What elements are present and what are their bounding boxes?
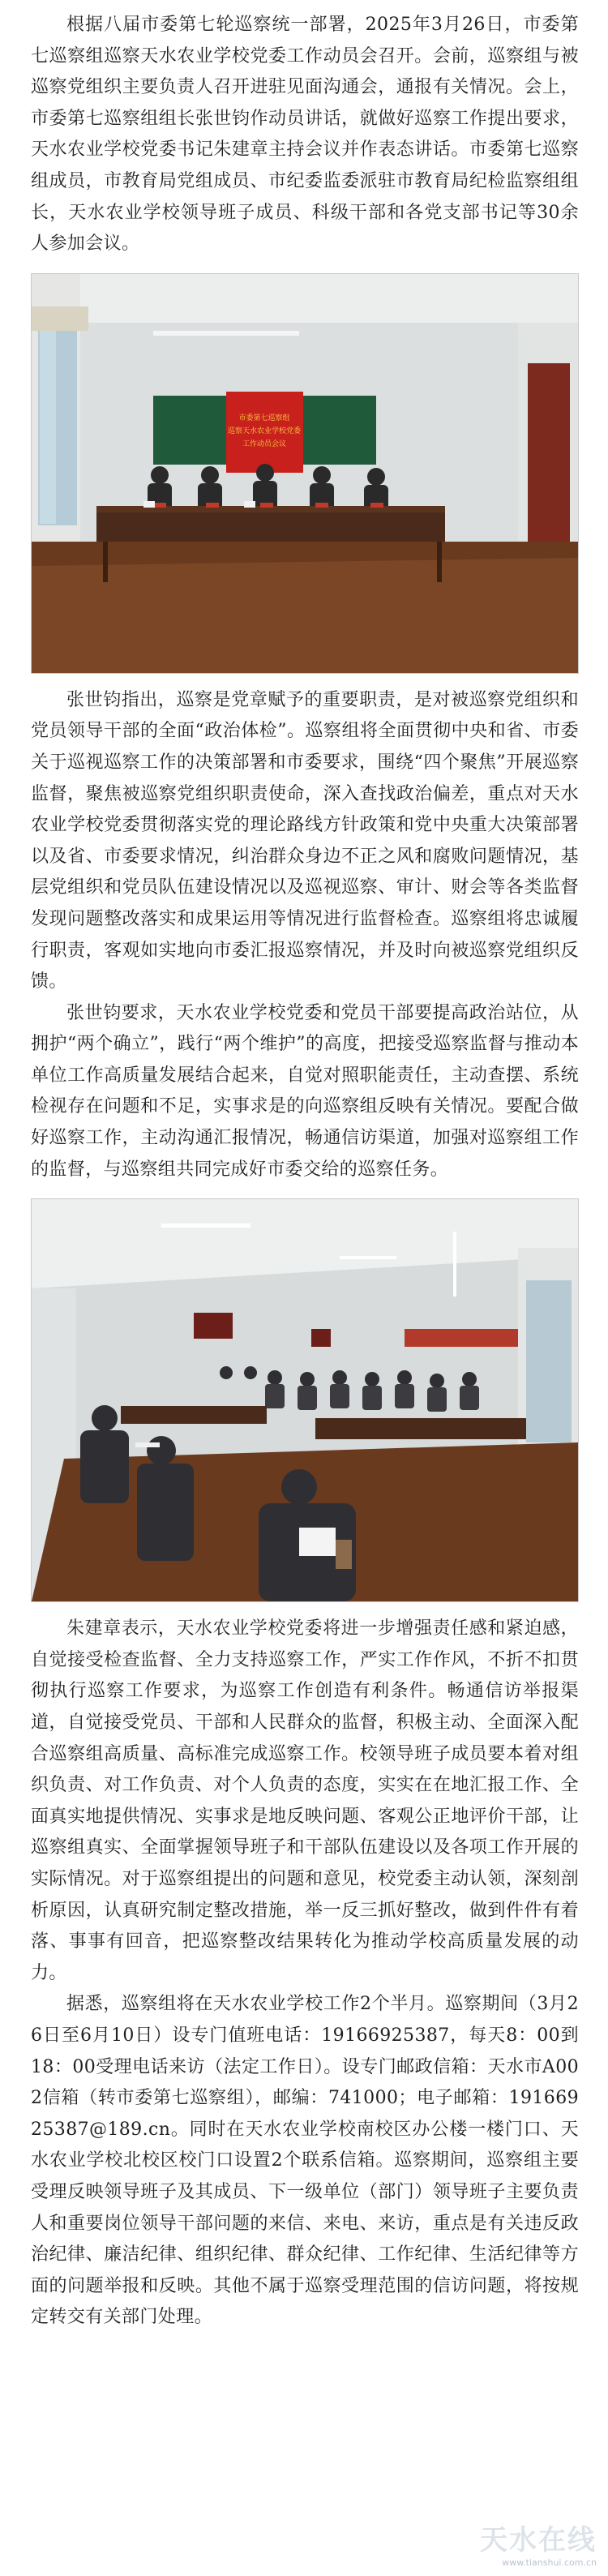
paragraph-2: 张世钧指出，巡察是党章赋予的重要职责，是对被巡察党组织和党员领导干部的全面“政治体检”。巡察组将全面贯彻中央和省、市委关于巡视巡察工作的决策部署和市委要求，围绕“四个聚焦”开展巡察监督，聚焦被巡察党组织职责使命，深入查找政治偏差，重点对天水农业学校党委贯彻落实党的理论路线方针政策和党中央重大决策部署以及省、市委要求情况，纠治群众身边不正之风和腐败问题情况，基层党组织和党员队伍建设情况以及巡视巡察、审计、财会等各类监督发现问题整改落实和成果运用等情况进行监督检查。巡察组将忠诚履行职责，客观如实地向市委汇报巡察情况，并及时向被巡察党组织反馈。 [31,689,579,992]
banner-text-3: 工作动员会议 [242,439,287,448]
photo-mobilization-meeting [31,273,579,674]
paragraph-1: 根据八届市委第七轮巡察统一部署，2025年3月26日，市委第七巡察组巡察天水农业学校党委工作动员会召开。会前，巡察组与被巡察党组织主要负责人召开进驻见面沟通会，通报有关情况。会上，市委第七巡察组组长张世钧作动员讲话，就做好巡察工作提出要求，天水农业学校党委书记朱建章主持会议并作表态讲话。市委第七巡察组成员，市教育局党组成员、市纪委监委派驻市教育局纪检监察组组长，天水农业学校领导班子成员、科级干部和各党支部书记等30余人参加会议。 [31,15,579,255]
banner-text-2: 巡察天水农业学校党委 [227,426,302,435]
watermark-logo-text: 天水在线 [480,2524,597,2557]
site-watermark [480,2518,597,2568]
paragraph-3: 张世钧要求，天水农业学校党委和党员干部要提高政治站位，从拥护“两个确立”，践行“两个维护”的高度，把接受巡察监督与推动本单位工作高质量发展结合起来，自觉对照职能责任，主动查摆、系统检视存在问题和不足，实事求是的向巡察组反映有关情况。要配合做好巡察工作，主动沟通汇报情况，畅通信访渠道，加强对巡察组工作的监督，与巡察组共同完成好市委交给的巡察任务。 [31,1002,579,1180]
banner-text-1: 市委第七巡察组 [238,414,290,422]
photo-meeting-audience [31,1198,579,1602]
paragraph-5: 据悉，巡察组将在天水农业学校工作2个半月。巡察期间（3月26日至6月10日）设专门值班电话：19166925387，每天8：00到18：00受理电话来访（法定工作日）。设专门邮政信箱：天水市A002信箱（转市委第七巡察组），邮编：741000；电子邮箱：19166925387@189.cn。同时在天水农业学校南校区办公楼一楼门口、天水农业学校北校区校门口设置2个联系信箱。巡察期间，巡察组主要受理反映领导班子及其成员、下一级单位（部门）领导班子主要负责人和重要岗位领导干部问题的来信、来电、来访，重点是有关违反政治纪律、廉洁纪律、组织纪律、群众纪律、工作纪律、生活纪律等方面的问题举报和反映。其他不属于巡察受理范围的信访问题，将按规定转交有关部门处理。 [31,1994,579,2328]
paragraph-4: 朱建章表示，天水农业学校党委将进一步增强责任感和紧迫感，自觉接受检查监督、全力支持巡察工作，严实工作作风，不折不扣贯彻执行巡察工作要求，为巡察工作创造有利条件。畅通信访举报渠道，自觉接受党员、干部和人民群众的监督，积极主动、全面深入配合巡察组高质量、高标准完成巡察工作。校领导班子成员要本着对组织负责、对工作负责、对个人负责的态度，实实在在地汇报工作、全面真实地提供情况、实事求是地反映问题、客观公正地评价干部，让巡察组真实、全面掌握领导班子和干部队伍建设以及各项工作开展的实际情况。对于巡察组提出的问题和意见，校党委主动认领，深刻剖析原因，认真研究制定整改措施，举一反三抓好整改，做到件件有着落、事事有回音，把巡察整改结果转化为推动学校高质量发展的动力。 [31,1618,579,1983]
watermark-url: www.tianshui.com.cn [502,2557,597,2568]
